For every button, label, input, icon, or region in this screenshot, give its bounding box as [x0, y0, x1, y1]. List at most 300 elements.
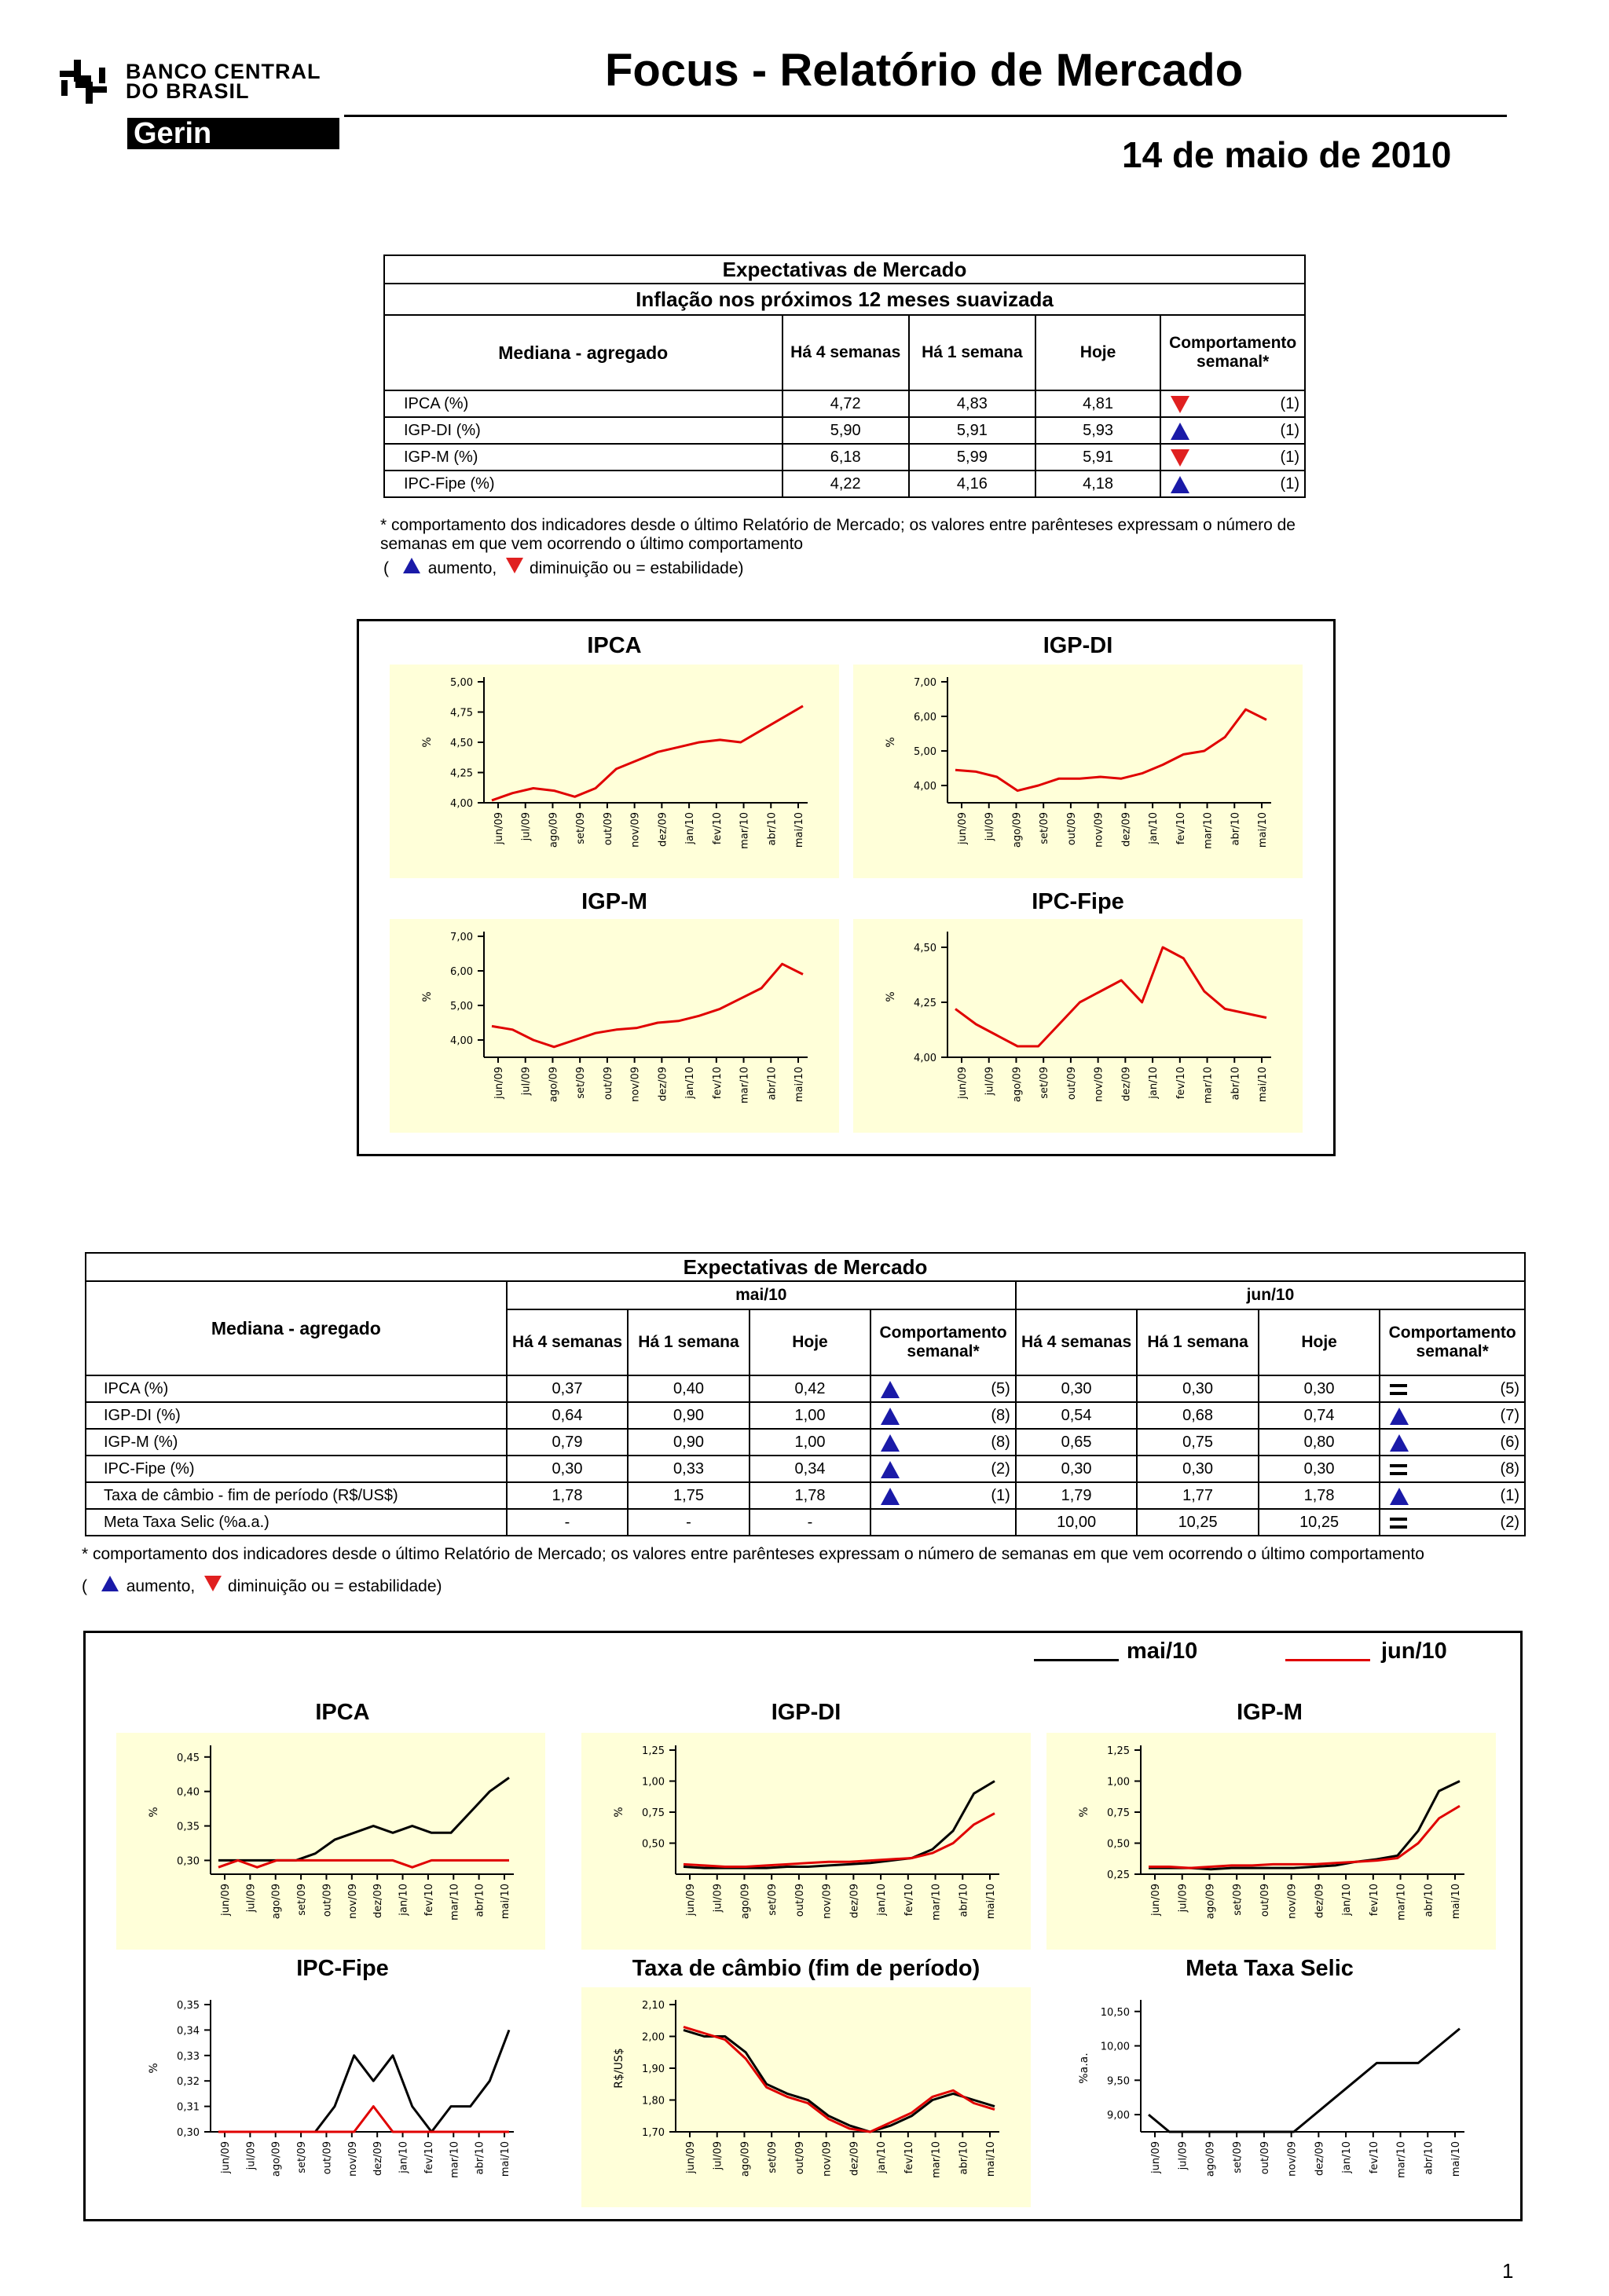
x-tick-label: set/09 — [767, 1884, 779, 1916]
legend-down-label: diminuição ou = estabilidade) — [227, 1577, 442, 1595]
chart-title: Meta Taxa Selic — [1186, 1956, 1354, 1981]
y-tick-label: 7,00 — [914, 677, 936, 689]
series-line — [955, 947, 1266, 1046]
chart-c6 — [581, 1733, 1031, 1950]
jun-value-today: 1,78 — [1259, 1482, 1380, 1509]
down-triangle-icon — [1171, 449, 1189, 467]
x-tick-label: fev/10 — [903, 1884, 915, 1917]
table-row — [86, 1402, 1525, 1429]
inflation-12m-table — [383, 255, 1306, 498]
table2-col-label: Mediana - agregado — [86, 1281, 507, 1375]
mai-value-4-weeks: 1,78 — [507, 1482, 629, 1509]
table-row — [86, 1429, 1525, 1456]
y-axis-label: % — [421, 737, 434, 748]
y-tick-label: 4,50 — [914, 943, 936, 954]
x-tick-label: out/09 — [794, 2141, 806, 2175]
mai-value-1-week: 1,75 — [628, 1482, 750, 1509]
x-tick-label: fev/10 — [903, 2141, 915, 2174]
bcb-logo — [60, 60, 107, 104]
x-tick-label: nov/09 — [1093, 812, 1105, 848]
legend-line-mai — [1034, 1659, 1119, 1661]
y-tick-label: 4,75 — [450, 707, 473, 720]
chart-c9 — [581, 1987, 1031, 2207]
x-tick-label: fev/10 — [711, 1067, 724, 1100]
up-triangle-icon — [1390, 1488, 1409, 1505]
report-date: 14 de maio de 2010 — [1122, 134, 1452, 175]
table-row — [384, 471, 1305, 497]
x-tick-label: dez/09 — [848, 2141, 861, 2176]
x-tick-label: jun/09 — [957, 812, 969, 845]
x-tick-label: ago/09 — [548, 1067, 560, 1103]
x-tick-label: jul/09 — [245, 2141, 258, 2170]
x-tick-label: nov/09 — [346, 2141, 359, 2177]
x-tick-label: abr/10 — [474, 1884, 486, 1917]
y-tick-label: 1,00 — [642, 1776, 665, 1789]
x-tick-label: mar/10 — [739, 1067, 751, 1104]
table2-a-col-today: Hoje — [750, 1309, 871, 1375]
x-tick-label: mar/10 — [739, 812, 751, 849]
value-today: 5,93 — [1035, 417, 1161, 444]
table1-col-today: Hoje — [1035, 315, 1161, 390]
indicator-name: IGP-M (%) — [384, 444, 783, 471]
jun-trend-cell — [1380, 1509, 1525, 1536]
x-tick-label: jun/09 — [493, 1067, 505, 1100]
x-tick-label: mai/10 — [985, 2141, 997, 2177]
value-1-week: 4,16 — [909, 471, 1035, 497]
chart-c2 — [853, 665, 1303, 878]
table1-col-4w: Há 4 semanas — [783, 315, 909, 390]
table2-a-col-trend: Comportamento semanal* — [870, 1309, 1016, 1375]
trend-count: (2) — [991, 1459, 1010, 1478]
x-tick-label: abr/10 — [1423, 2141, 1435, 2175]
logo-text-line2: DO BRASIL — [126, 79, 250, 103]
chart-c8 — [116, 1987, 545, 2207]
jun-value-4-weeks: 0,54 — [1016, 1402, 1138, 1429]
x-tick-label: set/09 — [296, 2141, 309, 2173]
x-tick-label: jul/09 — [520, 1067, 533, 1096]
x-tick-label: ago/09 — [1011, 812, 1024, 848]
jun-value-1-week: 0,68 — [1137, 1402, 1259, 1429]
chart-c3 — [390, 919, 839, 1133]
chart-title: IPC-Fipe — [296, 1956, 389, 1981]
series-line — [684, 1814, 995, 1867]
y-tick-label: 2,10 — [642, 2000, 665, 2012]
y-tick-label: 0,35 — [177, 1821, 200, 1833]
x-tick-label: ago/09 — [548, 812, 560, 848]
indicator-name: IGP-M (%) — [86, 1429, 507, 1456]
value-4-weeks: 4,72 — [783, 390, 909, 417]
y-tick-label: 9,00 — [1107, 2110, 1130, 2122]
table-row — [86, 1456, 1525, 1482]
x-tick-label: jul/09 — [984, 812, 996, 841]
jun-trend-cell — [1380, 1482, 1525, 1509]
table1-col-1w: Há 1 semana — [909, 315, 1035, 390]
x-tick-label: set/09 — [1039, 812, 1051, 844]
jun-value-1-week: 0,30 — [1137, 1456, 1259, 1482]
x-tick-label: dez/09 — [1120, 812, 1133, 847]
x-tick-label: out/09 — [1065, 1067, 1078, 1100]
x-tick-label: dez/09 — [848, 1884, 861, 1918]
y-tick-label: 5,00 — [914, 746, 936, 758]
x-tick-label: abr/10 — [766, 1067, 779, 1100]
jun-trend-cell — [1380, 1375, 1525, 1402]
indicator-name: Meta Taxa Selic (%a.a.) — [86, 1509, 507, 1536]
jun-value-4-weeks: 0,65 — [1016, 1429, 1138, 1456]
y-tick-label: 5,00 — [450, 677, 473, 689]
chart-svg — [390, 665, 839, 878]
x-tick-label: abr/10 — [474, 2141, 486, 2175]
chart-svg — [116, 1987, 545, 2207]
x-tick-label: mar/10 — [449, 1884, 461, 1921]
y-tick-label: 0,75 — [642, 1807, 665, 1819]
x-tick-label: mar/10 — [930, 2141, 943, 2178]
value-4-weeks: 6,18 — [783, 444, 909, 471]
x-tick-label: jan/10 — [684, 1067, 697, 1099]
y-tick-label: 4,00 — [450, 1035, 473, 1047]
x-tick-label: set/09 — [575, 812, 588, 844]
jun-value-1-week: 0,30 — [1137, 1375, 1259, 1402]
mai-value-today: 0,42 — [750, 1375, 871, 1402]
x-tick-label: jul/09 — [712, 1884, 724, 1913]
x-tick-label: jan/10 — [398, 2141, 410, 2173]
legend-down-label: diminuição ou = estabilidade) — [529, 559, 744, 577]
x-tick-label: abr/10 — [1230, 1067, 1242, 1100]
table1-title: Expectativas de Mercado — [384, 255, 1305, 284]
jun-value-today: 10,25 — [1259, 1509, 1380, 1536]
x-tick-label: jun/09 — [685, 1884, 697, 1917]
x-tick-label: ago/09 — [1204, 2141, 1217, 2177]
trend-count: (5) — [991, 1379, 1010, 1397]
mai-value-today: 1,78 — [750, 1482, 871, 1509]
chart-c1 — [390, 665, 839, 878]
x-tick-label: jul/09 — [245, 1884, 258, 1913]
y-tick-label: 5,00 — [450, 1001, 473, 1013]
up-triangle-icon — [881, 1461, 900, 1478]
x-tick-label: mar/10 — [1202, 812, 1215, 849]
x-tick-label: dez/09 — [1314, 1884, 1326, 1918]
page-number: 1 — [1502, 2259, 1514, 2283]
page-title: Focus - Relatório de Mercado — [605, 45, 1244, 96]
y-tick-label: 0,25 — [1107, 1869, 1130, 1881]
x-tick-label: ago/09 — [1011, 1067, 1024, 1103]
x-tick-label: fev/10 — [1175, 812, 1187, 845]
table2-legend — [82, 1576, 442, 1597]
up-triangle-icon — [881, 1488, 900, 1505]
x-tick-label: nov/09 — [629, 1067, 642, 1102]
x-tick-label: abr/10 — [1230, 812, 1242, 846]
y-tick-label: 4,00 — [914, 781, 936, 793]
x-tick-label: jul/09 — [1177, 2141, 1189, 2170]
x-tick-label: abr/10 — [958, 2141, 970, 2175]
x-tick-label: jan/10 — [1148, 1067, 1160, 1099]
x-tick-label: dez/09 — [372, 1884, 385, 1918]
chart-svg — [581, 1733, 1031, 1950]
x-tick-label: mai/10 — [1257, 1067, 1269, 1103]
x-tick-label: nov/09 — [629, 812, 642, 848]
chart-svg — [116, 1733, 545, 1950]
chart-title: IPCA — [315, 1700, 370, 1725]
x-tick-label: jul/09 — [984, 1067, 996, 1096]
x-tick-label: fev/10 — [1368, 2141, 1380, 2174]
x-tick-label: jul/09 — [712, 2141, 724, 2170]
trend-count: (1) — [1280, 474, 1299, 493]
y-axis-label: % — [613, 1807, 625, 1818]
table2-a-col-4w: Há 4 semanas — [507, 1309, 629, 1375]
table2-footnote: * comportamento dos indicadores desde o último Relatório de Mercado; os valores entre parênteses expressam o número de semanas em que vem ocorrendo o último comportamento — [82, 1545, 1424, 1563]
series-line — [684, 2027, 995, 2132]
jun-value-today: 0,30 — [1259, 1375, 1380, 1402]
x-tick-label: nov/09 — [1286, 2141, 1299, 2177]
x-tick-label: jun/09 — [493, 812, 505, 845]
y-tick-label: 6,00 — [450, 966, 473, 978]
mai-value-today: 1,00 — [750, 1429, 871, 1456]
series-line — [684, 1782, 995, 1869]
x-tick-label: mar/10 — [1395, 2141, 1408, 2178]
jun-value-4-weeks: 1,79 — [1016, 1482, 1138, 1509]
mai-value-today: 1,00 — [750, 1402, 871, 1429]
y-tick-label: 9,50 — [1107, 2075, 1130, 2088]
y-tick-label: 1,70 — [642, 2127, 665, 2139]
x-tick-label: fev/10 — [423, 2141, 435, 2174]
y-tick-label: 0,32 — [177, 2076, 200, 2089]
y-tick-label: 0,31 — [177, 2101, 200, 2114]
x-tick-label: abr/10 — [958, 1884, 970, 1917]
y-tick-label: 6,00 — [914, 712, 936, 723]
x-tick-label: mai/10 — [500, 2141, 511, 2177]
trend-cell — [1160, 417, 1305, 444]
x-tick-label: jan/10 — [1341, 2141, 1354, 2173]
down-triangle-icon — [1171, 396, 1189, 413]
x-tick-label: nov/09 — [1286, 1884, 1299, 1919]
x-tick-label: dez/09 — [657, 812, 669, 847]
x-tick-label: jan/10 — [876, 2141, 889, 2173]
x-tick-label: mai/10 — [794, 1067, 805, 1103]
jun-trend-cell — [1380, 1402, 1525, 1429]
table1-col-label: Mediana - agregado — [384, 315, 783, 390]
mai-value-4-weeks: 0,37 — [507, 1375, 629, 1402]
value-today: 5,91 — [1035, 444, 1161, 471]
table2-b-col-1w: Há 1 semana — [1137, 1309, 1259, 1375]
value-1-week: 5,91 — [909, 417, 1035, 444]
x-tick-label: jun/09 — [1150, 2141, 1162, 2174]
table-row — [384, 390, 1305, 417]
mai-value-1-week: 0,33 — [628, 1456, 750, 1482]
x-tick-label: jul/09 — [1177, 1884, 1189, 1913]
jun-value-today: 0,80 — [1259, 1429, 1380, 1456]
x-tick-label: mai/10 — [500, 1884, 511, 1920]
y-axis-label: % — [1078, 1807, 1090, 1818]
mai-value-4-weeks: 0,79 — [507, 1429, 629, 1456]
up-triangle-icon — [881, 1381, 900, 1398]
y-tick-label: 0,34 — [177, 2025, 200, 2038]
x-tick-label: dez/09 — [1314, 2141, 1326, 2176]
y-tick-label: 4,00 — [914, 1053, 936, 1064]
x-tick-label: mai/10 — [1257, 812, 1269, 848]
y-tick-label: 2,00 — [642, 2031, 665, 2044]
y-tick-label: 4,25 — [914, 998, 936, 1009]
trend-count: (1) — [1500, 1486, 1519, 1504]
chart-title: IGP-DI — [771, 1700, 841, 1725]
x-tick-label: mar/10 — [1202, 1067, 1215, 1104]
trend-count: (1) — [1280, 394, 1299, 412]
y-tick-label: 10,00 — [1100, 2041, 1130, 2053]
x-tick-label: jan/10 — [876, 1884, 889, 1916]
trend-count: (6) — [1500, 1433, 1519, 1451]
mai-value-1-week: - — [628, 1509, 750, 1536]
x-tick-label: set/09 — [296, 1884, 309, 1916]
y-tick-label: 0,33 — [177, 2050, 200, 2063]
series-line — [492, 964, 803, 1047]
chart-svg — [390, 919, 839, 1133]
x-tick-label: ago/09 — [270, 1884, 283, 1920]
x-tick-label: abr/10 — [1423, 1884, 1435, 1917]
x-tick-label: fev/10 — [1368, 1884, 1380, 1917]
x-tick-label: fev/10 — [423, 1884, 435, 1917]
equal-icon — [1390, 1518, 1407, 1529]
legend-label-mai: mai/10 — [1127, 1639, 1198, 1664]
y-tick-label: 0,50 — [1107, 1838, 1130, 1851]
series-line — [955, 709, 1266, 790]
trend-count: (8) — [991, 1406, 1010, 1424]
x-tick-label: set/09 — [1232, 1884, 1244, 1916]
equal-icon — [1390, 1384, 1407, 1395]
bcb-logo-icon — [60, 60, 107, 104]
x-tick-label: jun/09 — [220, 1884, 232, 1917]
mai-value-1-week: 0,40 — [628, 1375, 750, 1402]
up-triangle-icon — [881, 1408, 900, 1425]
table2-b-col-trend: Comportamento semanal* — [1380, 1309, 1525, 1375]
trend-count: (1) — [1280, 421, 1299, 439]
legend-open: ( — [383, 559, 389, 577]
y-tick-label: 0,75 — [1107, 1807, 1130, 1819]
chart-title: IGP-M — [1237, 1700, 1303, 1725]
table1-footnote-2: semanas em que vem ocorrendo o último comportamento — [380, 535, 804, 553]
jun-value-today: 0,74 — [1259, 1402, 1380, 1429]
value-4-weeks: 5,90 — [783, 417, 909, 444]
indicator-name: Taxa de câmbio - fim de período (R$/US$) — [86, 1482, 507, 1509]
y-axis-label: R$/US$ — [613, 2048, 625, 2089]
jun-value-1-week: 1,77 — [1137, 1482, 1259, 1509]
legend-label-jun: jun/10 — [1381, 1639, 1447, 1664]
jun-value-4-weeks: 0,30 — [1016, 1456, 1138, 1482]
x-tick-label: out/09 — [321, 2141, 334, 2175]
title-rule — [344, 115, 1507, 117]
down-triangle-icon — [204, 1576, 222, 1591]
y-tick-label: 4,00 — [450, 798, 473, 810]
x-tick-label: jan/10 — [684, 812, 697, 844]
x-tick-label: out/09 — [602, 812, 614, 846]
x-tick-label: jun/09 — [957, 1067, 969, 1100]
y-axis-label: % — [148, 1807, 160, 1818]
y-tick-label: 0,50 — [642, 1838, 665, 1851]
equal-icon — [1390, 1464, 1407, 1475]
table-row — [86, 1482, 1525, 1509]
chart-svg — [1046, 1733, 1496, 1950]
x-tick-label: out/09 — [321, 1884, 334, 1917]
trend-cell — [1160, 471, 1305, 497]
table-row — [86, 1509, 1525, 1536]
table1-footnote-1: * comportamento dos indicadores desde o último Relatório de Mercado; os valores entre parênteses expressam o número de — [380, 516, 1296, 534]
chart-title: IPCA — [587, 633, 642, 658]
mai-trend-cell — [870, 1402, 1016, 1429]
series-line — [1149, 1782, 1460, 1869]
jun-trend-cell — [1380, 1429, 1525, 1456]
x-tick-label: nov/09 — [821, 1884, 834, 1919]
table1-col-trend: Comportamento semanal* — [1160, 315, 1305, 390]
trend-count: (8) — [991, 1433, 1010, 1451]
chart-svg — [581, 1987, 1031, 2207]
up-triangle-icon — [881, 1434, 900, 1452]
trend-cell — [1160, 444, 1305, 471]
y-tick-label: 0,30 — [177, 1855, 200, 1868]
chart-title: IGP-DI — [1043, 633, 1113, 658]
series-line — [492, 706, 803, 800]
trend-count: (1) — [991, 1486, 1010, 1504]
y-tick-label: 10,50 — [1100, 2006, 1130, 2019]
x-tick-label: dez/09 — [1120, 1067, 1133, 1101]
table1-legend — [383, 558, 744, 579]
up-triangle-icon — [1390, 1434, 1409, 1452]
legend-up-label: aumento, — [126, 1577, 196, 1595]
chart-svg — [853, 665, 1303, 878]
x-tick-label: ago/09 — [739, 1884, 752, 1920]
mai-value-4-weeks: 0,30 — [507, 1456, 629, 1482]
mai-trend-cell — [870, 1456, 1016, 1482]
x-tick-label: mai/10 — [1450, 2141, 1462, 2177]
indicator-name: IPCA (%) — [384, 390, 783, 417]
indicator-name: IPC-Fipe (%) — [384, 471, 783, 497]
y-tick-label: 4,25 — [450, 767, 473, 780]
table-row — [384, 444, 1305, 471]
series-line — [1149, 2029, 1460, 2132]
x-tick-label: mai/10 — [794, 812, 805, 848]
x-tick-label: out/09 — [794, 1884, 806, 1917]
y-axis-label: % — [148, 2063, 160, 2074]
series-line — [218, 2030, 509, 2132]
x-tick-label: out/09 — [1259, 1884, 1271, 1917]
x-tick-label: abr/10 — [766, 812, 779, 846]
y-axis-label: % — [421, 991, 434, 1002]
trend-cell — [1160, 390, 1305, 417]
y-tick-label: 1,25 — [642, 1745, 665, 1757]
chart-title: IPC-Fipe — [1032, 889, 1124, 914]
up-triangle-icon — [1171, 476, 1189, 493]
down-triangle-icon — [506, 558, 523, 573]
up-triangle-icon — [1390, 1408, 1409, 1425]
jun-value-today: 0,30 — [1259, 1456, 1380, 1482]
series-line — [218, 2107, 509, 2132]
y-axis-label: % — [885, 991, 897, 1002]
x-tick-label: set/09 — [767, 2141, 779, 2173]
x-tick-label: fev/10 — [711, 812, 724, 845]
y-tick-label: 1,00 — [1107, 1776, 1130, 1789]
up-triangle-icon — [1171, 423, 1189, 440]
trend-count: (1) — [1280, 448, 1299, 466]
y-tick-label: 1,80 — [642, 2095, 665, 2107]
x-tick-label: out/09 — [602, 1067, 614, 1100]
table-row — [384, 417, 1305, 444]
x-tick-label: mar/10 — [1395, 1884, 1408, 1921]
chart-svg — [853, 919, 1303, 1133]
x-tick-label: dez/09 — [372, 2141, 385, 2176]
x-tick-label: jan/10 — [1341, 1884, 1354, 1916]
legend-line-jun — [1285, 1659, 1370, 1661]
monthly-expectations-table — [85, 1252, 1526, 1536]
x-tick-label: set/09 — [1232, 2141, 1244, 2173]
x-tick-label: nov/09 — [1093, 1067, 1105, 1102]
chart-c7 — [1046, 1733, 1496, 1950]
jun-trend-cell — [1380, 1456, 1525, 1482]
